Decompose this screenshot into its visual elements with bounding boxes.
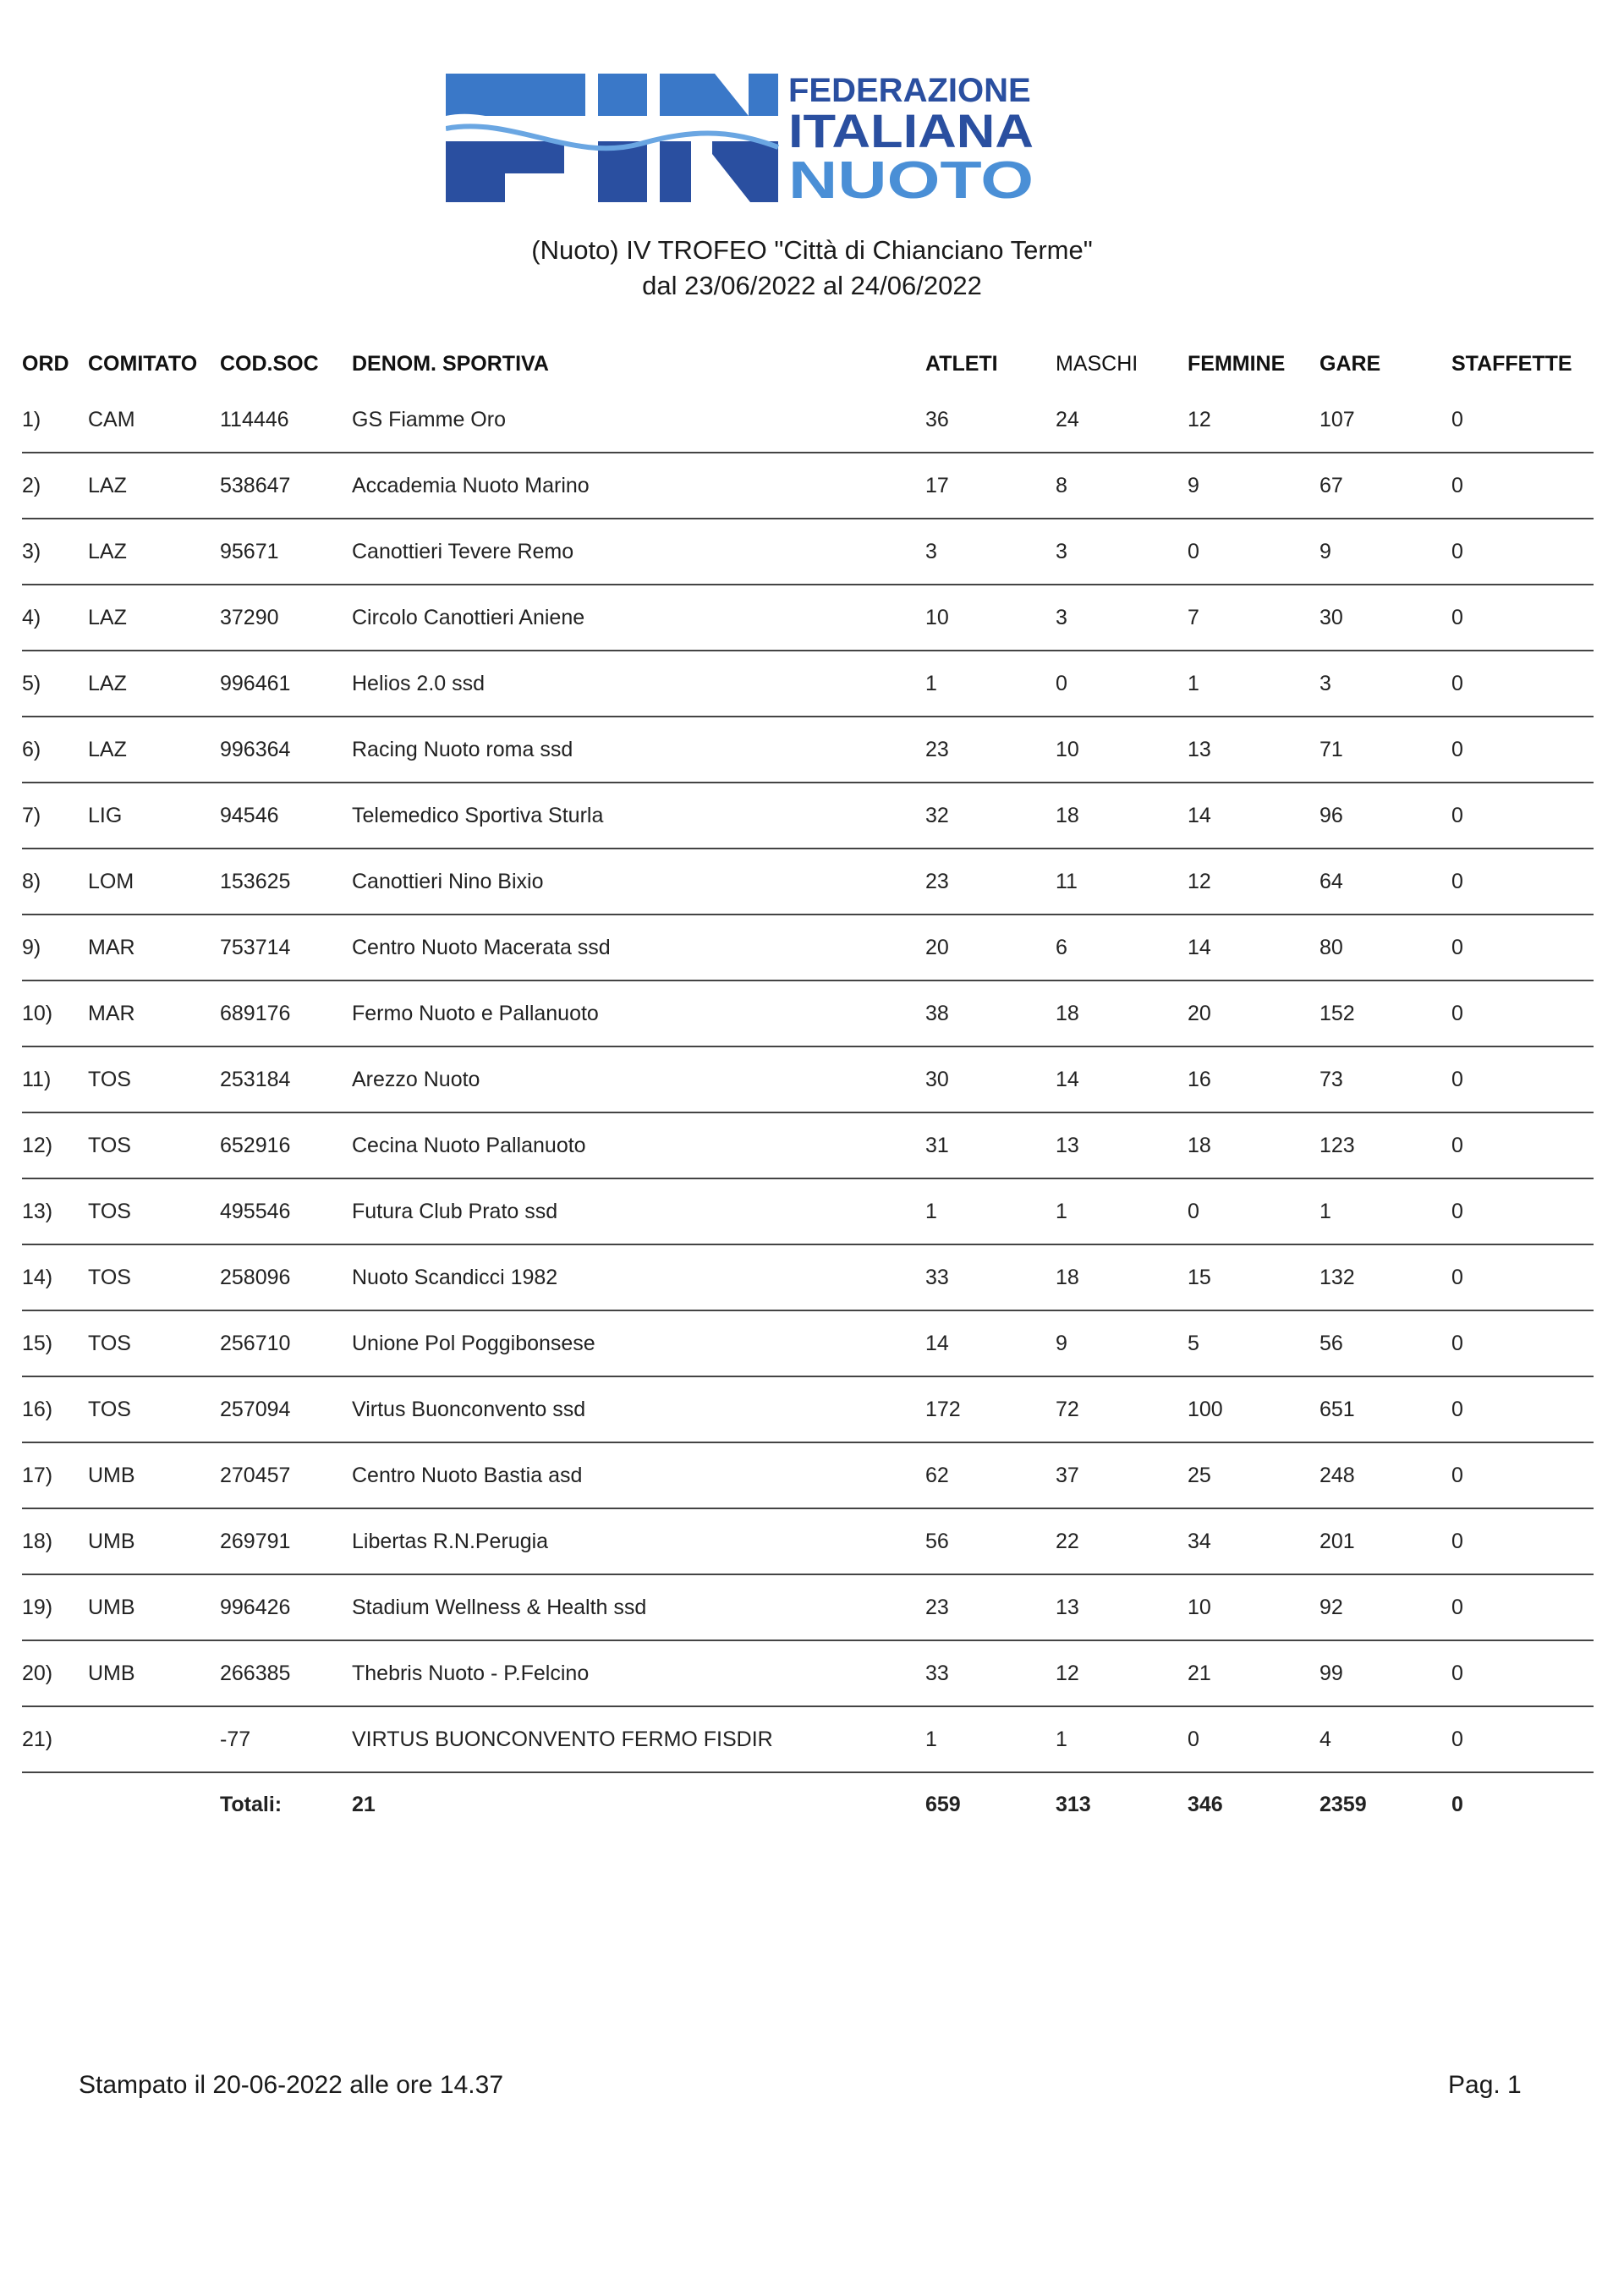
cell-cod-soc: 258096 — [220, 1244, 352, 1310]
cell-femmine: 0 — [1188, 1706, 1320, 1772]
cell-gare: 9 — [1320, 519, 1451, 585]
cell-cod-soc: 652916 — [220, 1112, 352, 1178]
cell-gare: 651 — [1320, 1376, 1451, 1442]
cell-cod-soc: -77 — [220, 1706, 352, 1772]
cell-atleti: 1 — [925, 1706, 1056, 1772]
cell-cod-soc: 253184 — [220, 1046, 352, 1112]
cell-staffette: 0 — [1451, 1442, 1594, 1508]
header-denom: DENOM. SPORTIVA — [352, 351, 549, 376]
cell-femmine: 5 — [1188, 1310, 1320, 1376]
cell-atleti: 32 — [925, 783, 1056, 849]
cell-gare: 201 — [1320, 1508, 1451, 1574]
cell-gare: 71 — [1320, 717, 1451, 783]
cell-denom: Futura Club Prato ssd — [352, 1178, 925, 1244]
cell-denom: Stadium Wellness & Health ssd — [352, 1574, 925, 1640]
header-staffette: STAFFETTE — [1451, 351, 1572, 376]
cell-maschi: 3 — [1056, 585, 1188, 651]
event-title: (Nuoto) IV TROFEO "Città di Chianciano Terme" — [531, 235, 1093, 265]
cell-cod-soc: 753714 — [220, 915, 352, 980]
cell-denom: Cecina Nuoto Pallanuoto — [352, 1112, 925, 1178]
cell-maschi: 14 — [1056, 1046, 1188, 1112]
cell-femmine: 0 — [1188, 1178, 1320, 1244]
cell-cod-soc: 37290 — [220, 585, 352, 651]
table-row — [22, 519, 1594, 585]
cell-femmine: 18 — [1188, 1112, 1320, 1178]
cell-femmine: 12 — [1188, 849, 1320, 915]
cell-atleti: 14 — [925, 1310, 1056, 1376]
cell-ord: 6) — [22, 717, 88, 783]
cell-atleti: 10 — [925, 585, 1056, 651]
cell-femmine: 12 — [1188, 387, 1320, 453]
cell-atleti: 17 — [925, 453, 1056, 519]
cell-comitato: TOS — [88, 1112, 220, 1178]
table-row — [22, 1442, 1594, 1508]
header-femmine: FEMMINE — [1188, 351, 1286, 376]
cell-staffette: 0 — [1451, 980, 1594, 1046]
table-row — [22, 1376, 1594, 1442]
cell-cod-soc: 689176 — [220, 980, 352, 1046]
cell-ord: 10) — [22, 980, 88, 1046]
cell-ord: 2) — [22, 453, 88, 519]
cell-denom: Centro Nuoto Bastia asd — [352, 1442, 925, 1508]
cell-femmine: 9 — [1188, 453, 1320, 519]
cell-maschi: 22 — [1056, 1508, 1188, 1574]
cell-staffette: 0 — [1451, 1046, 1594, 1112]
cell-femmine: 20 — [1188, 980, 1320, 1046]
cell-staffette: 0 — [1451, 1706, 1594, 1772]
cell-femmine: 34 — [1188, 1508, 1320, 1574]
fin-logo — [446, 69, 1038, 205]
cell-comitato: LAZ — [88, 651, 220, 717]
table-body — [22, 387, 1594, 1772]
cell-ord: 12) — [22, 1112, 88, 1178]
cell-atleti: 36 — [925, 387, 1056, 453]
cell-maschi: 11 — [1056, 849, 1188, 915]
cell-femmine: 16 — [1188, 1046, 1320, 1112]
cell-comitato: LOM — [88, 849, 220, 915]
cell-gare: 96 — [1320, 783, 1451, 849]
totals-row — [22, 1772, 1594, 1836]
cell-staffette: 0 — [1451, 717, 1594, 783]
cell-ord: 8) — [22, 849, 88, 915]
table-row — [22, 1508, 1594, 1574]
cell-denom: VIRTUS BUONCONVENTO FERMO FISDIR — [352, 1706, 925, 1772]
cell-maschi: 1 — [1056, 1706, 1188, 1772]
table-row — [22, 849, 1594, 915]
cell-femmine: 0 — [1188, 519, 1320, 585]
cell-ord: 5) — [22, 651, 88, 717]
cell-femmine: 10 — [1188, 1574, 1320, 1640]
cell-maschi: 3 — [1056, 519, 1188, 585]
header-cod-soc: COD.SOC — [220, 351, 319, 376]
cell-atleti: 23 — [925, 849, 1056, 915]
cell-femmine: 7 — [1188, 585, 1320, 651]
cell-atleti: 62 — [925, 1442, 1056, 1508]
cell-denom: Fermo Nuoto e Pallanuoto — [352, 980, 925, 1046]
cell-gare: 64 — [1320, 849, 1451, 915]
table-row — [22, 1640, 1594, 1706]
totals-staffette: 0 — [1451, 1792, 1463, 1816]
cell-femmine: 14 — [1188, 783, 1320, 849]
event-dates: dal 23/06/2022 al 24/06/2022 — [642, 271, 982, 300]
logo-italiana: ITALIANA — [788, 104, 1034, 157]
cell-comitato: LAZ — [88, 585, 220, 651]
cell-atleti: 33 — [925, 1244, 1056, 1310]
cell-staffette: 0 — [1451, 1574, 1594, 1640]
cell-gare: 92 — [1320, 1574, 1451, 1640]
totals-count: 21 — [352, 1792, 376, 1816]
cell-comitato — [88, 1706, 220, 1772]
table-header — [22, 340, 1594, 387]
table-row — [22, 1112, 1594, 1178]
table-row — [22, 1310, 1594, 1376]
cell-denom: Thebris Nuoto - P.Felcino — [352, 1640, 925, 1706]
cell-femmine: 21 — [1188, 1640, 1320, 1706]
cell-femmine: 1 — [1188, 651, 1320, 717]
table-row — [22, 387, 1594, 453]
cell-denom: Helios 2.0 ssd — [352, 651, 925, 717]
cell-comitato: TOS — [88, 1376, 220, 1442]
cell-atleti: 31 — [925, 1112, 1056, 1178]
cell-comitato: TOS — [88, 1244, 220, 1310]
cell-maschi: 8 — [1056, 453, 1188, 519]
cell-cod-soc: 114446 — [220, 387, 352, 453]
cell-femmine: 15 — [1188, 1244, 1320, 1310]
totals-label: Totali: — [220, 1792, 283, 1816]
cell-maschi: 18 — [1056, 1244, 1188, 1310]
cell-gare: 123 — [1320, 1112, 1451, 1178]
cell-atleti: 38 — [925, 980, 1056, 1046]
cell-atleti: 30 — [925, 1046, 1056, 1112]
cell-gare: 248 — [1320, 1442, 1451, 1508]
cell-denom: Arezzo Nuoto — [352, 1046, 925, 1112]
table-row — [22, 717, 1594, 783]
cell-cod-soc: 270457 — [220, 1442, 352, 1508]
totals-atleti: 659 — [925, 1792, 961, 1816]
cell-staffette: 0 — [1451, 1640, 1594, 1706]
cell-staffette: 0 — [1451, 915, 1594, 980]
cell-maschi: 6 — [1056, 915, 1188, 980]
cell-denom: Nuoto Scandicci 1982 — [352, 1244, 925, 1310]
cell-cod-soc: 95671 — [220, 519, 352, 585]
cell-ord: 4) — [22, 585, 88, 651]
cell-maschi: 12 — [1056, 1640, 1188, 1706]
cell-comitato: TOS — [88, 1178, 220, 1244]
cell-comitato: LIG — [88, 783, 220, 849]
cell-cod-soc: 94546 — [220, 783, 352, 849]
cell-maschi: 37 — [1056, 1442, 1188, 1508]
cell-gare: 56 — [1320, 1310, 1451, 1376]
cell-gare: 107 — [1320, 387, 1451, 453]
cell-maschi: 13 — [1056, 1112, 1188, 1178]
cell-maschi: 10 — [1056, 717, 1188, 783]
cell-maschi: 0 — [1056, 651, 1188, 717]
cell-maschi: 1 — [1056, 1178, 1188, 1244]
cell-gare: 132 — [1320, 1244, 1451, 1310]
cell-comitato: UMB — [88, 1442, 220, 1508]
cell-denom: Unione Pol Poggibonsese — [352, 1310, 925, 1376]
cell-cod-soc: 996461 — [220, 651, 352, 717]
table-row — [22, 651, 1594, 717]
header-maschi: MASCHI — [1056, 351, 1138, 376]
cell-atleti: 23 — [925, 1574, 1056, 1640]
cell-maschi: 72 — [1056, 1376, 1188, 1442]
cell-denom: Circolo Canottieri Aniene — [352, 585, 925, 651]
cell-denom: Telemedico Sportiva Sturla — [352, 783, 925, 849]
cell-cod-soc: 257094 — [220, 1376, 352, 1442]
cell-ord: 13) — [22, 1178, 88, 1244]
table-row — [22, 1046, 1594, 1112]
page-number: Pag. 1 — [1448, 2071, 1522, 2099]
totals-gare: 2359 — [1320, 1792, 1367, 1816]
cell-ord: 19) — [22, 1574, 88, 1640]
table-row — [22, 1574, 1594, 1640]
cell-femmine: 13 — [1188, 717, 1320, 783]
cell-ord: 7) — [22, 783, 88, 849]
cell-comitato: LAZ — [88, 519, 220, 585]
cell-atleti: 172 — [925, 1376, 1056, 1442]
cell-atleti: 33 — [925, 1640, 1056, 1706]
cell-denom: Canottieri Tevere Remo — [352, 519, 925, 585]
cell-ord: 3) — [22, 519, 88, 585]
table-row — [22, 585, 1594, 651]
cell-gare: 30 — [1320, 585, 1451, 651]
cell-staffette: 0 — [1451, 651, 1594, 717]
cell-gare: 1 — [1320, 1178, 1451, 1244]
logo-nuoto: NUOTO — [788, 151, 1034, 205]
cell-denom: Virtus Buonconvento ssd — [352, 1376, 925, 1442]
header-gare: GARE — [1320, 351, 1381, 376]
cell-comitato: UMB — [88, 1508, 220, 1574]
cell-gare: 73 — [1320, 1046, 1451, 1112]
cell-staffette: 0 — [1451, 1178, 1594, 1244]
cell-denom: Centro Nuoto Macerata ssd — [352, 915, 925, 980]
cell-ord: 20) — [22, 1640, 88, 1706]
cell-maschi: 9 — [1056, 1310, 1188, 1376]
cell-atleti: 23 — [925, 717, 1056, 783]
cell-staffette: 0 — [1451, 849, 1594, 915]
cell-comitato: MAR — [88, 980, 220, 1046]
cell-staffette: 0 — [1451, 519, 1594, 585]
cell-atleti: 1 — [925, 651, 1056, 717]
cell-ord: 16) — [22, 1376, 88, 1442]
cell-comitato: CAM — [88, 387, 220, 453]
cell-staffette: 0 — [1451, 1310, 1594, 1376]
cell-gare: 67 — [1320, 453, 1451, 519]
cell-comitato: TOS — [88, 1310, 220, 1376]
table-row — [22, 915, 1594, 980]
cell-cod-soc: 996426 — [220, 1574, 352, 1640]
cell-comitato: UMB — [88, 1574, 220, 1640]
cell-ord: 1) — [22, 387, 88, 453]
cell-ord: 18) — [22, 1508, 88, 1574]
cell-staffette: 0 — [1451, 585, 1594, 651]
cell-atleti: 56 — [925, 1508, 1056, 1574]
cell-gare: 152 — [1320, 980, 1451, 1046]
results-table — [22, 340, 1594, 1836]
totals-empty-ord — [22, 1772, 88, 1836]
cell-staffette: 0 — [1451, 387, 1594, 453]
table-totals — [22, 1772, 1594, 1836]
table-row — [22, 980, 1594, 1046]
header-ord: ORD — [22, 351, 69, 376]
totals-empty-comitato — [88, 1772, 220, 1836]
cell-cod-soc: 266385 — [220, 1640, 352, 1706]
cell-maschi: 18 — [1056, 783, 1188, 849]
cell-comitato: TOS — [88, 1046, 220, 1112]
cell-denom: Canottieri Nino Bixio — [352, 849, 925, 915]
cell-ord: 9) — [22, 915, 88, 980]
cell-ord: 17) — [22, 1442, 88, 1508]
cell-femmine: 25 — [1188, 1442, 1320, 1508]
cell-staffette: 0 — [1451, 783, 1594, 849]
cell-comitato: LAZ — [88, 717, 220, 783]
header-comitato: COMITATO — [88, 351, 198, 376]
cell-gare: 99 — [1320, 1640, 1451, 1706]
cell-gare: 3 — [1320, 651, 1451, 717]
cell-denom: GS Fiamme Oro — [352, 387, 925, 453]
cell-denom: Libertas R.N.Perugia — [352, 1508, 925, 1574]
cell-comitato: UMB — [88, 1640, 220, 1706]
cell-staffette: 0 — [1451, 1508, 1594, 1574]
cell-atleti: 1 — [925, 1178, 1056, 1244]
cell-ord: 15) — [22, 1310, 88, 1376]
cell-maschi: 24 — [1056, 387, 1188, 453]
totals-femmine: 346 — [1188, 1792, 1223, 1816]
header-atleti: ATLETI — [925, 351, 998, 376]
logo-federazione: FEDERAZIONE — [788, 72, 1031, 109]
cell-staffette: 0 — [1451, 1244, 1594, 1310]
table-row — [22, 1706, 1594, 1772]
cell-ord: 14) — [22, 1244, 88, 1310]
cell-staffette: 0 — [1451, 1376, 1594, 1442]
cell-denom: Accademia Nuoto Marino — [352, 453, 925, 519]
cell-gare: 4 — [1320, 1706, 1451, 1772]
cell-ord: 11) — [22, 1046, 88, 1112]
cell-staffette: 0 — [1451, 1112, 1594, 1178]
cell-cod-soc: 538647 — [220, 453, 352, 519]
cell-gare: 80 — [1320, 915, 1451, 980]
printed-timestamp: Stampato il 20-06-2022 alle ore 14.37 — [79, 2071, 504, 2099]
cell-ord: 21) — [22, 1706, 88, 1772]
cell-cod-soc: 996364 — [220, 717, 352, 783]
cell-denom: Racing Nuoto roma ssd — [352, 717, 925, 783]
totals-maschi: 313 — [1056, 1792, 1091, 1816]
cell-comitato: LAZ — [88, 453, 220, 519]
cell-cod-soc: 269791 — [220, 1508, 352, 1574]
cell-cod-soc: 495546 — [220, 1178, 352, 1244]
table-row — [22, 453, 1594, 519]
cell-atleti: 3 — [925, 519, 1056, 585]
table-row — [22, 1244, 1594, 1310]
cell-atleti: 20 — [925, 915, 1056, 980]
cell-staffette: 0 — [1451, 453, 1594, 519]
cell-femmine: 14 — [1188, 915, 1320, 980]
cell-cod-soc: 256710 — [220, 1310, 352, 1376]
cell-femmine: 100 — [1188, 1376, 1320, 1442]
cell-comitato: MAR — [88, 915, 220, 980]
cell-cod-soc: 153625 — [220, 849, 352, 915]
cell-maschi: 18 — [1056, 980, 1188, 1046]
table-row — [22, 783, 1594, 849]
cell-maschi: 13 — [1056, 1574, 1188, 1640]
table-row — [22, 1178, 1594, 1244]
